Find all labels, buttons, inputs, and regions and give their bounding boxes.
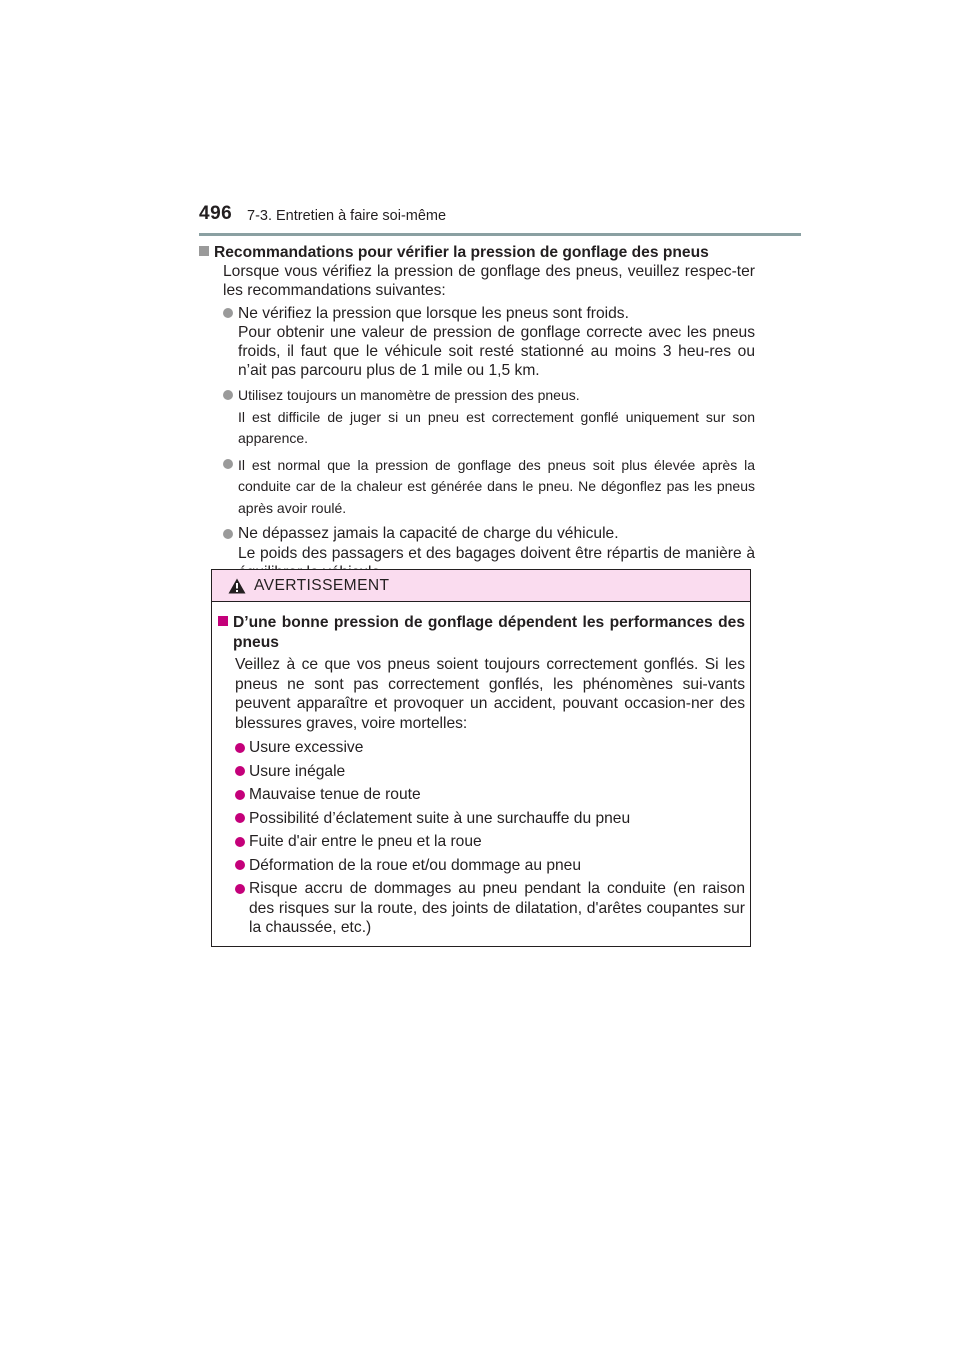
bullet-dot-icon xyxy=(235,837,245,847)
list-item xyxy=(223,304,755,381)
list-item xyxy=(235,832,745,852)
list-item xyxy=(223,455,755,520)
header-rule xyxy=(199,233,801,236)
bullet-text: Le poids des passagers et des bagages doivent être répartis de manière à xyxy=(238,544,755,562)
warning-item: Déformation de la roue et/ou dommage au pneu xyxy=(249,856,582,874)
warning-heading xyxy=(218,613,745,652)
recommendation-list xyxy=(223,304,755,582)
warning-list xyxy=(235,738,745,938)
square-bullet-icon xyxy=(199,246,209,256)
bullet-text: Pour obtenir une valeur de pression de gonflage correcte avec les pneus froids, il faut que le véhicule soit resté stationné au moins 3 heu-res ou n’ait pas parcouru plus de 1 mile ou 1,5 km. xyxy=(238,323,755,380)
page-number: 496 xyxy=(199,203,233,224)
warning-item: Fuite d'air entre le pneu et la roue xyxy=(249,833,482,850)
section-heading-text: Recommandations pour vérifier la pression de gonflage des pneus xyxy=(214,244,709,261)
warning-box xyxy=(211,569,751,947)
list-item xyxy=(235,809,745,829)
bullet-dot-icon xyxy=(235,766,245,776)
bullet-dot-icon xyxy=(223,529,233,539)
bullet-dot-icon xyxy=(223,308,233,318)
warning-item: Mauvaise tenue de route xyxy=(249,786,421,803)
warning-title: AVERTISSEMENT xyxy=(254,576,390,594)
list-item xyxy=(235,762,745,782)
bullet-title: Ne vérifiez la pression que lorsque les pneus sont froids. xyxy=(238,304,629,322)
bullet-dot-icon xyxy=(223,459,233,469)
warning-body xyxy=(212,602,750,938)
warning-triangle-icon xyxy=(228,578,246,594)
list-item xyxy=(235,856,745,876)
warning-item: Possibilité d’éclatement suite à une surchauffe du pneu xyxy=(249,809,631,827)
bullet-dot-icon xyxy=(235,743,245,753)
section-title: 7-3. Entretien à faire soi-même xyxy=(247,208,447,224)
list-item xyxy=(235,738,745,758)
bullet-dot-icon xyxy=(223,390,233,400)
square-bullet-icon xyxy=(218,616,228,626)
bullet-dot-icon xyxy=(235,813,245,823)
main-content xyxy=(199,243,755,587)
page-header xyxy=(199,203,801,235)
warning-header xyxy=(212,570,750,602)
bullet-dot-icon xyxy=(235,790,245,800)
bullet-title: Utilisez toujours un manomètre de pression des pneus. xyxy=(238,387,580,404)
warning-item: Usure inégale xyxy=(249,762,346,780)
warning-heading-text: D’une bonne pression de gonflage dépendent les performances des pneus xyxy=(233,614,745,651)
bullet-dot-icon xyxy=(235,884,245,894)
bullet-text: Il est normal que la pression de gonflage des pneus soit plus élevée après la conduite car de la chaleur est générée dans le pneu. Ne dégonflez pas les pneus après avoir roulé. xyxy=(238,456,755,516)
bullet-dot-icon xyxy=(235,860,245,870)
list-item xyxy=(235,879,745,938)
bullet-text: Il est difficile de juger si un pneu est correctement gonflé uniquement sur son apparence. xyxy=(238,408,755,447)
warning-item: Usure excessive xyxy=(249,739,364,756)
section-intro: Lorsque vous vérifiez la pression de gonflage des pneus, veuillez respec-ter les recommandations suivantes: xyxy=(223,263,755,300)
list-item xyxy=(223,385,755,450)
section-heading xyxy=(199,243,755,262)
list-item xyxy=(235,785,745,805)
warning-item: Risque accru de dommages au pneu pendant la conduite (en raison des risques sur la route, des joints de dilatation, d'arêtes coupantes sur la chaussée, etc.) xyxy=(249,880,745,936)
warning-intro: Veillez à ce que vos pneus soient toujours correctement gonflés. Si les pneus ne sont pas correctement gonflés, les phénomènes sui-vants peuvent apparaître et provoquer un accident, pouvant occasion-ner des blessures graves, voire mortelles: xyxy=(235,656,745,732)
bullet-title: Ne dépassez jamais la capacité de charge du véhicule. xyxy=(238,525,619,543)
